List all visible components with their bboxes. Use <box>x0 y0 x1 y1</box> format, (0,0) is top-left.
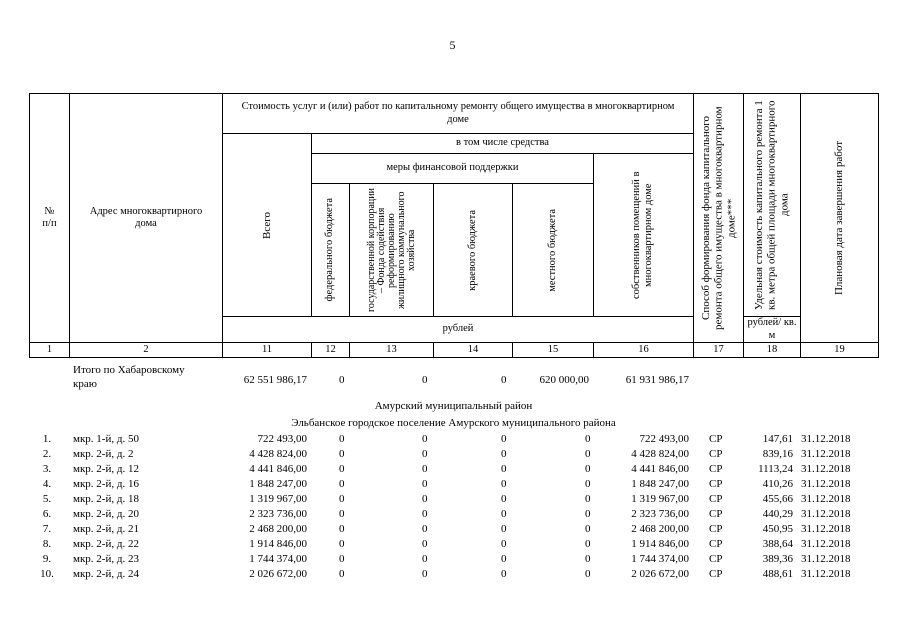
row-method: СР <box>709 448 723 460</box>
row-address: мкр. 2-й, д. 18 <box>73 493 139 505</box>
row-method: СР <box>709 493 723 505</box>
row-deadline: 31.12.2018 <box>801 538 851 550</box>
col-number: 12 <box>312 343 350 358</box>
row-number: 2. <box>42 448 52 460</box>
row-corp: 0 <box>422 493 428 505</box>
header-num: № п/п <box>30 94 70 343</box>
header-unit-rub: рублей <box>223 317 694 343</box>
header-address: Адрес многоквартирного дома <box>70 94 223 343</box>
col-number: 18 <box>744 343 801 358</box>
col-number: 16 <box>594 343 694 358</box>
row-owners: 722 493,00 <box>639 433 689 445</box>
header-method: Способ формирования фонда капитального ремонта общего имущества в многоквартирном доме*** <box>694 94 744 343</box>
row-specific: 389,36 <box>762 553 793 565</box>
row-federal: 0 <box>339 433 345 445</box>
row-address: мкр. 2-й, д. 20 <box>73 508 139 520</box>
row-address: мкр. 2-й, д. 24 <box>73 568 139 580</box>
table-row <box>29 538 878 553</box>
total-owners: 61 931 986,17 <box>625 374 689 386</box>
row-federal: 0 <box>339 478 345 490</box>
row-address: мкр. 2-й, д. 22 <box>73 538 139 550</box>
row-owners: 2 323 736,00 <box>631 508 689 520</box>
row-method: СР <box>709 463 723 475</box>
row-total: 2 026 672,00 <box>249 568 307 580</box>
row-method: СР <box>709 568 723 580</box>
header-incl: в том числе средства <box>312 134 694 154</box>
row-regional: 0 <box>501 538 507 550</box>
row-deadline: 31.12.2018 <box>801 553 851 565</box>
row-regional: 0 <box>501 508 507 520</box>
row-method: СР <box>709 553 723 565</box>
row-deadline: 31.12.2018 <box>801 493 851 505</box>
row-deadline: 31.12.2018 <box>801 508 851 520</box>
row-number: 3. <box>42 463 52 475</box>
row-specific: 450,95 <box>762 523 793 535</box>
row-address: мкр. 2-й, д. 16 <box>73 478 139 490</box>
row-deadline: 31.12.2018 <box>801 448 851 460</box>
row-regional: 0 <box>501 478 507 490</box>
row-specific: 839,16 <box>762 448 793 460</box>
row-method: СР <box>709 523 723 535</box>
row-federal: 0 <box>339 553 345 565</box>
row-total: 722 493,00 <box>257 433 307 445</box>
table-row <box>29 433 878 448</box>
row-number: 1. <box>42 433 52 445</box>
row-federal: 0 <box>339 568 345 580</box>
row-owners: 2 468 200,00 <box>631 523 689 535</box>
table-row <box>29 463 878 478</box>
row-specific: 147,61 <box>762 433 793 445</box>
row-regional: 0 <box>501 523 507 535</box>
row-address: мкр. 1-й, д. 50 <box>73 433 139 445</box>
settlement-heading: Эльбанское городское поселение Амурского муниципального района <box>291 417 616 429</box>
row-specific: 440,29 <box>762 508 793 520</box>
header-local: местного бюджета <box>513 184 594 317</box>
table-row <box>29 448 878 463</box>
total-regional: 0 <box>501 374 507 386</box>
row-number: 8. <box>42 538 52 550</box>
row-corp: 0 <box>422 478 428 490</box>
row-regional: 0 <box>501 448 507 460</box>
row-number: 5. <box>42 493 52 505</box>
row-deadline: 31.12.2018 <box>801 463 851 475</box>
row-total: 1 848 247,00 <box>249 478 307 490</box>
header-federal: федерального бюджета <box>312 184 350 317</box>
total-row <box>29 364 878 394</box>
row-local: 0 <box>585 538 591 550</box>
row-local: 0 <box>585 478 591 490</box>
header-owners: собственников помещений в многоквартирном доме <box>594 154 694 317</box>
row-total: 2 323 736,00 <box>249 508 307 520</box>
col-number: 1 <box>30 343 70 358</box>
total-label: Итого по Хабаровскому краю <box>73 364 185 390</box>
table-row <box>29 478 878 493</box>
header-specific: Удельная стоимость капитального ремонта 1 кв. метра общей площади многоквартирного дома <box>744 94 801 317</box>
row-corp: 0 <box>422 523 428 535</box>
header-corp: государственной корпорации – Фонда содействия реформированию жилищного коммунального хозяйства <box>350 184 434 317</box>
row-deadline: 31.12.2018 <box>801 478 851 490</box>
row-owners: 1 848 247,00 <box>631 478 689 490</box>
row-method: СР <box>709 433 723 445</box>
row-regional: 0 <box>501 433 507 445</box>
row-owners: 2 026 672,00 <box>631 568 689 580</box>
row-total: 2 468 200,00 <box>249 523 307 535</box>
row-total: 1 914 846,00 <box>249 538 307 550</box>
row-address: мкр. 2-й, д. 12 <box>73 463 139 475</box>
header-regional: краевого бюджета <box>434 184 513 317</box>
row-total: 1 319 967,00 <box>249 493 307 505</box>
row-local: 0 <box>585 448 591 460</box>
row-federal: 0 <box>339 508 345 520</box>
col-number: 13 <box>350 343 434 358</box>
row-owners: 1 914 846,00 <box>631 538 689 550</box>
row-address: мкр. 2-й, д. 2 <box>73 448 134 460</box>
row-federal: 0 <box>339 463 345 475</box>
row-federal: 0 <box>339 448 345 460</box>
row-federal: 0 <box>339 538 345 550</box>
row-number: 4. <box>42 478 52 490</box>
row-specific: 455,66 <box>762 493 793 505</box>
row-corp: 0 <box>422 463 428 475</box>
col-number: 2 <box>70 343 223 358</box>
row-corp: 0 <box>422 553 428 565</box>
col-number: 11 <box>223 343 312 358</box>
row-local: 0 <box>585 433 591 445</box>
row-total: 4 428 824,00 <box>249 448 307 460</box>
header-unit-rub-m: рублей/ кв. м <box>744 317 801 343</box>
row-corp: 0 <box>422 508 428 520</box>
total-federal: 0 <box>339 374 345 386</box>
row-method: СР <box>709 538 723 550</box>
row-local: 0 <box>585 568 591 580</box>
total-local: 620 000,00 <box>539 374 589 386</box>
row-specific: 410,26 <box>762 478 793 490</box>
header-cost-title: Стоимость услуг и (или) работ по капитальному ремонту общего имущества в многоквартирном доме <box>223 94 694 134</box>
header-table <box>29 93 879 358</box>
row-corp: 0 <box>422 568 428 580</box>
row-method: СР <box>709 508 723 520</box>
row-deadline: 31.12.2018 <box>801 523 851 535</box>
row-owners: 1 744 374,00 <box>631 553 689 565</box>
header-support: меры финансовой поддержки <box>312 154 594 184</box>
row-address: мкр. 2-й, д. 21 <box>73 523 139 535</box>
col-number: 19 <box>801 343 879 358</box>
col-number: 17 <box>694 343 744 358</box>
header-total: Всего <box>223 134 312 317</box>
row-method: СР <box>709 478 723 490</box>
row-local: 0 <box>585 553 591 565</box>
row-federal: 0 <box>339 493 345 505</box>
row-address: мкр. 2-й, д. 23 <box>73 553 139 565</box>
row-number: 7. <box>42 523 52 535</box>
row-corp: 0 <box>422 448 428 460</box>
row-number: 9. <box>42 553 52 565</box>
col-number: 14 <box>434 343 513 358</box>
row-regional: 0 <box>501 553 507 565</box>
column-numbers-row <box>30 343 879 358</box>
row-owners: 1 319 967,00 <box>631 493 689 505</box>
row-corp: 0 <box>422 433 428 445</box>
row-specific: 488,61 <box>762 568 793 580</box>
table-row <box>29 553 878 568</box>
total-corp: 0 <box>422 374 428 386</box>
district-heading: Амурский муниципальный район <box>374 400 533 412</box>
row-local: 0 <box>585 493 591 505</box>
row-corp: 0 <box>422 538 428 550</box>
row-owners: 4 441 846,00 <box>631 463 689 475</box>
header-deadline: Плановая дата завершения работ <box>801 94 879 343</box>
row-regional: 0 <box>501 568 507 580</box>
row-deadline: 31.12.2018 <box>801 568 851 580</box>
row-local: 0 <box>585 523 591 535</box>
table-row <box>29 508 878 523</box>
table-row <box>29 568 878 583</box>
row-total: 1 744 374,00 <box>249 553 307 565</box>
row-regional: 0 <box>501 493 507 505</box>
row-federal: 0 <box>339 523 345 535</box>
row-specific: 1113,24 <box>758 463 793 475</box>
row-owners: 4 428 824,00 <box>631 448 689 460</box>
row-number: 6. <box>42 508 52 520</box>
col-number: 15 <box>513 343 594 358</box>
table-row <box>29 523 878 538</box>
row-local: 0 <box>585 508 591 520</box>
row-total: 4 441 846,00 <box>249 463 307 475</box>
total-sum: 62 551 986,17 <box>243 374 307 386</box>
row-specific: 388,64 <box>762 538 793 550</box>
table-row <box>29 493 878 508</box>
row-regional: 0 <box>501 463 507 475</box>
row-local: 0 <box>585 463 591 475</box>
row-deadline: 31.12.2018 <box>801 433 851 445</box>
page-number: 5 <box>449 38 456 52</box>
row-number: 10. <box>40 568 54 580</box>
